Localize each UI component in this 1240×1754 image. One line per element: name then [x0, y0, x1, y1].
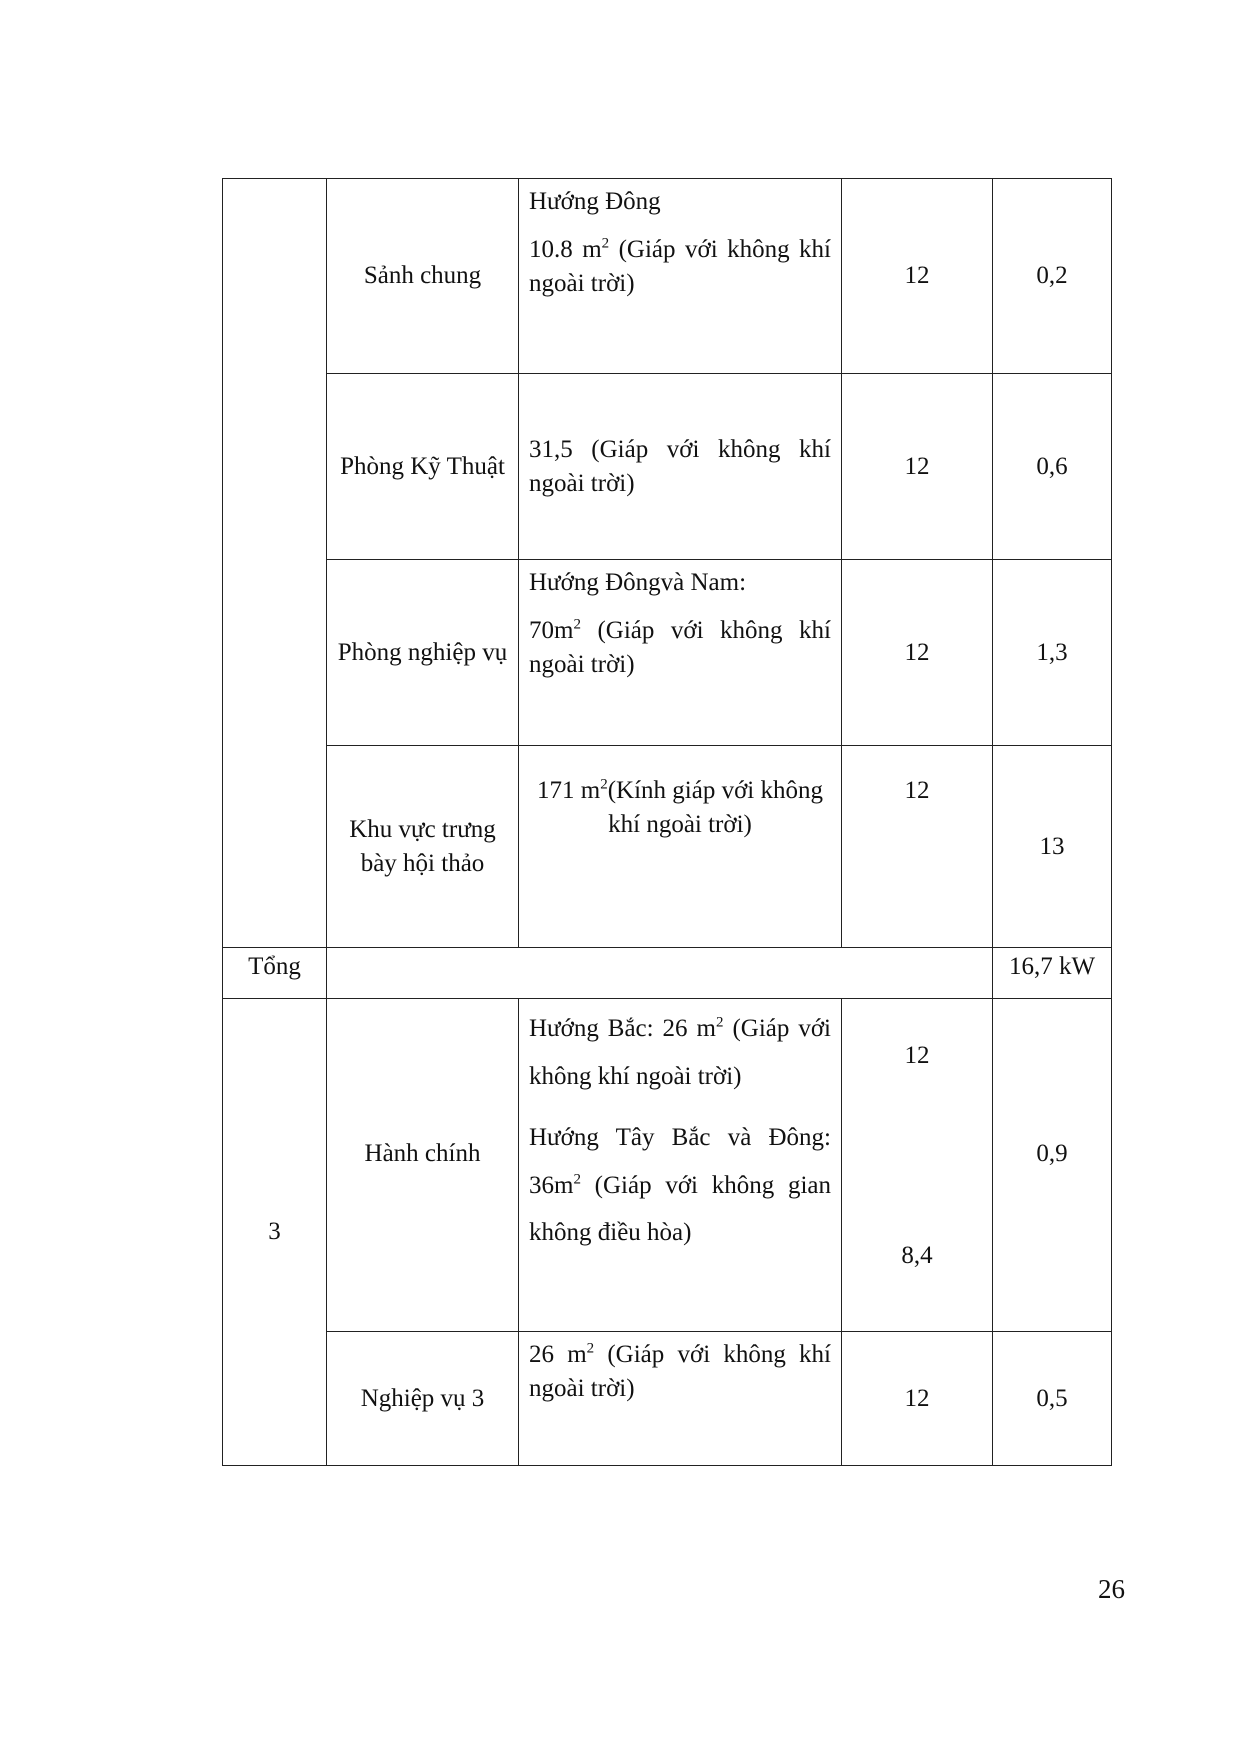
area-text: 31,5 (Giáp với không khí ngoài trời) [529, 435, 831, 497]
room-name: Khu vực trưng bày hội thảo [349, 815, 496, 877]
area-description-cell [519, 746, 842, 948]
area-description-cell [519, 374, 842, 560]
total-label-cell [223, 948, 327, 999]
area-description-cell [519, 179, 842, 374]
room-name-cell [327, 746, 519, 948]
total-value-cell [993, 948, 1112, 999]
coefficient-cell: 12 [842, 1332, 993, 1466]
area-description-cell [519, 999, 842, 1332]
room-name-cell [327, 560, 519, 746]
coefficient-cell: 12 [842, 746, 993, 948]
room-name: Sảnh chung [363, 262, 482, 290]
total-spacer-cell [327, 948, 993, 999]
total-value: 16,7 kW [1008, 953, 1096, 980]
table-row [223, 179, 1112, 374]
room-name: Phòng nghiệp vụ [337, 638, 508, 666]
room-name-cell [327, 179, 519, 374]
group-index-cell [223, 179, 327, 948]
area-text: 26 $m^2$ (Giáp với không khí ngoài trời) [529, 1340, 831, 1402]
coefficient-value-2: 8,4 [901, 1242, 933, 1269]
coefficient-cell [842, 999, 993, 1332]
area-text: $70m^2$ (Giáp với không khí ngoài trời) [529, 616, 831, 678]
area-text: 10.8 $m^2$ (Giáp với không khí ngoài trời) [529, 235, 831, 297]
power-cell: 0,5 [993, 1332, 1112, 1466]
table-row [223, 560, 1112, 746]
power-cell: 13 [993, 746, 1112, 948]
total-label: Tổng [248, 953, 301, 980]
room-name-cell [327, 1332, 519, 1466]
table-row [223, 1332, 1112, 1466]
group-index-cell [223, 999, 327, 1466]
coefficient-cell: 12 [842, 560, 993, 746]
power-cell: 0,9 [993, 999, 1112, 1332]
page-number: 26 [1098, 1574, 1125, 1604]
area-text: Hướng Bắc: 26 $m^2$ (Giáp với không khí ngoài trời) [529, 1014, 831, 1090]
power-cell: 0,2 [993, 179, 1112, 374]
orientation-text: Hướng Đôngvà Nam: [529, 569, 747, 596]
room-name: Hành chính [364, 1140, 481, 1167]
room-name: Nghiệp vụ 3 [360, 1384, 485, 1412]
coefficient-cell: 12 [842, 374, 993, 560]
orientation-text: Hướng Tây Bắc và Đông: $36m^2$ (Giáp với không gian không điều hòa) [529, 1124, 831, 1246]
table-row [223, 999, 1112, 1332]
coefficient-value-1: 12 [904, 1042, 930, 1069]
power-cell: 0,6 [993, 374, 1112, 560]
group-index: 3 [268, 1218, 281, 1246]
room-name-cell [327, 999, 519, 1332]
room-name-cell [327, 374, 519, 560]
area-description-cell [519, 1332, 842, 1466]
room-name: Phòng Kỹ Thuật [340, 452, 505, 480]
table-row [223, 746, 1112, 948]
power-cell: 1,3 [993, 560, 1112, 746]
orientation-text: Hướng Đông [529, 188, 661, 215]
coefficient-cell: 12 [842, 179, 993, 374]
table-row [223, 374, 1112, 560]
area-text: 171 $m^2(Kính$ giáp với không khí ngoài trời) [537, 776, 823, 838]
cooling-load-table [222, 178, 1112, 1466]
area-description-cell [519, 560, 842, 746]
total-row [223, 948, 1112, 999]
